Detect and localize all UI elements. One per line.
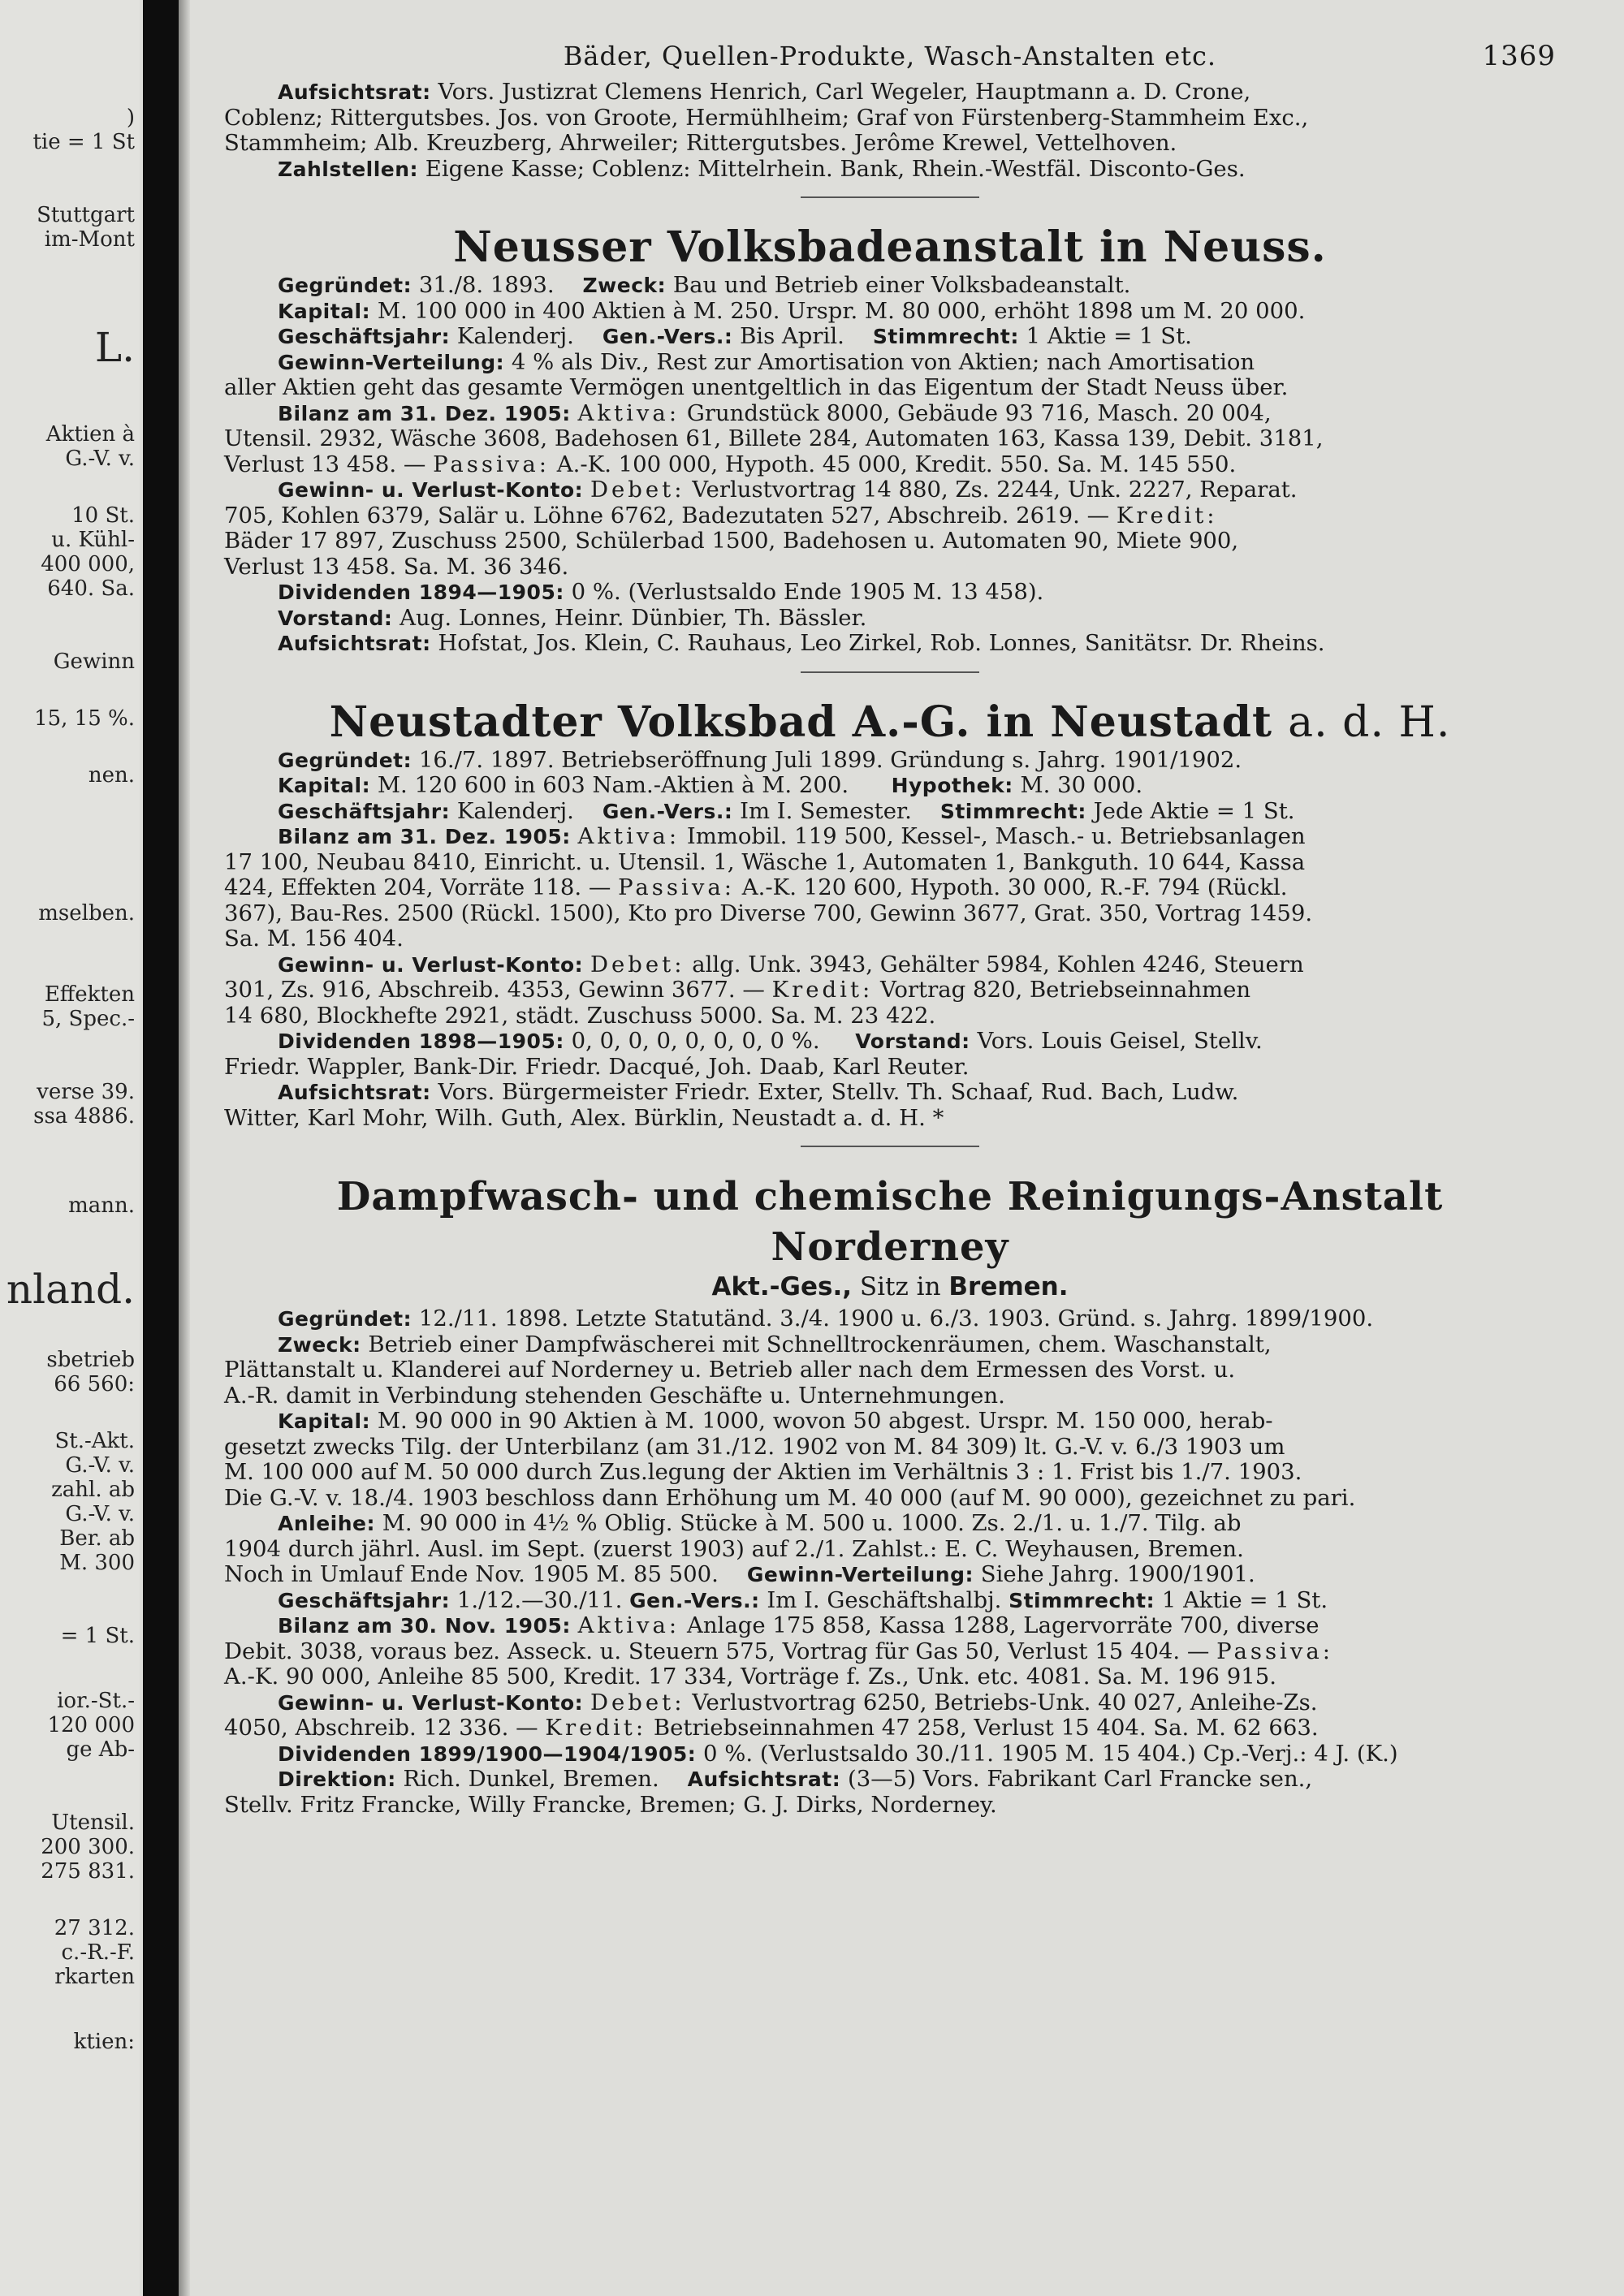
label-gegruendet: Gegründet:	[278, 748, 412, 772]
margin-fragment: 27 312.	[54, 1916, 135, 1940]
label-stimmrecht: Stimmrecht:	[939, 799, 1086, 823]
text: Verlustvortrag 6250, Betriebs-Unk. 40 027, Anleihe-Zs.	[692, 1689, 1318, 1716]
label-genvers: Gen.-Vers.:	[602, 325, 733, 348]
text: Kalenderj.	[456, 323, 574, 349]
text: Vors. Justizrat Clemens Henrich, Carl Wegeler, Hauptmann a. D. Crone,	[438, 79, 1251, 105]
entry-neuss	[224, 222, 1556, 657]
text: gesetzt zwecks Tilg. der Unterbilanz (am 31./12. 1902 von M. 84 309) lt. G.-V. v. 6./3 1903 um	[224, 1433, 1285, 1460]
text: 0 %. (Verlustsaldo 30./11. 1905 M. 15 404.) Cp.-Verj.: 4 J. (K.)	[703, 1740, 1398, 1767]
text: Verlust 13 458. Sa. M. 36 346.	[224, 553, 569, 580]
margin-fragment: 275 831.	[41, 1859, 135, 1884]
text: M. 90 000 in 4½ % Oblig. Stücke à M. 500 u. 1000. Zs. 2./1. u. 1./7. Tilg. ab	[382, 1510, 1242, 1536]
margin-fragment: mselben.	[38, 901, 135, 926]
margin-fragment: rkarten	[54, 1965, 135, 1989]
text: A.-R. damit in Verbindung stehenden Geschäfte u. Unternehmungen.	[224, 1382, 1005, 1409]
text: Coblenz; Rittergutsbes. Jos. von Groote, Hermühlheim; Graf von Fürstenberg-Stammheim Exc.,	[224, 104, 1309, 131]
entry-title-suffix: a. d. H.	[1288, 697, 1451, 747]
label-bilanz: Bilanz am 31. Dez. 1905:	[278, 825, 571, 848]
margin-fragment: = 1 St.	[60, 1624, 135, 1648]
divider	[801, 196, 979, 198]
label-dividenden: Dividenden 1898—1905:	[278, 1029, 564, 1053]
debet-word: Debet:	[590, 951, 685, 978]
debet-word: Debet:	[590, 477, 685, 503]
text: Betriebseinnahmen 47 258, Verlust 15 404. Sa. M. 62 663.	[653, 1715, 1319, 1741]
text: Vortrag 820, Betriebseinnahmen	[880, 977, 1251, 1003]
label-vorstand: Vorstand:	[278, 606, 393, 630]
label-geschaeftsjahr: Geschäftsjahr:	[278, 325, 451, 348]
text: 424, Effekten 204, Vorräte 118. —	[224, 874, 611, 900]
label-kapital: Kapital:	[278, 299, 371, 323]
margin-fragment: L.	[94, 324, 135, 371]
label-dividenden: Dividenden 1899/1900—1904/1905:	[278, 1741, 697, 1766]
text: Bau und Betrieb einer Volksbadeanstalt.	[672, 272, 1131, 298]
label-dividenden: Dividenden 1894—1905:	[278, 580, 564, 604]
entry-title	[224, 697, 1556, 748]
label-stimmrecht: Stimmrecht:	[872, 325, 1019, 348]
text: 0, 0, 0, 0, 0, 0, 0, 0 %.	[571, 1028, 820, 1054]
debet-word: Debet:	[590, 1689, 685, 1716]
margin-fragment: tie = 1 St	[32, 130, 135, 154]
margin-fragment: mann.	[68, 1193, 135, 1218]
text: Sa. M. 156 404.	[224, 926, 404, 952]
text: A.-K. 120 600, Hypoth. 30 000, R.-F. 794 (Rückl.	[741, 874, 1288, 900]
text: Vors. Louis Geisel, Stellv.	[977, 1028, 1263, 1054]
margin-fragment: ge Ab-	[66, 1737, 135, 1762]
label-bilanz: Bilanz am 31. Dez. 1905:	[278, 401, 571, 425]
entry-title: Neusser Volksbadeanstalt in Neuss.	[453, 222, 1327, 272]
margin-fragment: 15, 15 %.	[34, 706, 135, 731]
adjacent-page-fragment	[0, 0, 140, 2296]
aktiva-word: Aktiva:	[577, 399, 680, 426]
label-kapital: Kapital:	[278, 1409, 371, 1433]
text: Eigene Kasse; Coblenz: Mittelrhein. Bank, Rhein.-Westfäl. Disconto-Ges.	[425, 155, 1246, 182]
text: Siehe Jahrg. 1900/1901.	[980, 1561, 1255, 1587]
text: aller Aktien geht das gesamte Vermögen unentgeltlich in das Eigentum der Stadt Neuss über.	[224, 374, 1289, 400]
document-page	[190, 0, 1624, 2296]
label-aufsichtsrat: Aufsichtsrat:	[278, 80, 431, 104]
divider	[801, 1146, 979, 1147]
margin-fragment: 640. Sa.	[47, 576, 135, 601]
text: Rich. Dunkel, Bremen.	[403, 1766, 659, 1792]
margin-fragment: zahl. ab	[51, 1478, 135, 1502]
label-aufsichtsrat: Aufsichtsrat:	[278, 632, 431, 655]
text: 1904 durch jährl. Ausl. im Sept. (zuerst 1903) auf 2./1. Zahlst.: E. C. Weyhausen, Bremen.	[224, 1535, 1244, 1562]
text: M. 100 000 auf M. 50 000 durch Zus.legung der Aktien im Verhältnis 3 : 1. Frist bis 1./7. 1903.	[224, 1459, 1302, 1485]
label-geschaeftsjahr: Geschäftsjahr:	[278, 1588, 451, 1612]
text: Aug. Lonnes, Heinr. Dünbier, Th. Bässler.	[400, 604, 867, 631]
margin-fragment: Stuttgart	[37, 203, 135, 227]
previous-entry-continuation	[224, 80, 1556, 182]
margin-fragment: G.-V. v.	[65, 1453, 135, 1478]
entry-norderney	[224, 1172, 1556, 1818]
margin-fragment: nland.	[6, 1266, 135, 1313]
text: Im I. Semester.	[740, 797, 912, 824]
label-direktion: Direktion:	[278, 1767, 396, 1791]
text: (3—5) Vors. Fabrikant Carl Francke sen.,	[848, 1766, 1313, 1792]
label-aufsichtsrat: Aufsichtsrat:	[687, 1767, 841, 1791]
aktiva-word: Aktiva:	[577, 823, 680, 849]
gutter-shadow	[179, 0, 190, 2296]
label-anleihe: Anleihe:	[278, 1512, 375, 1535]
text: A.-K. 100 000, Hypoth. 45 000, Kredit. 550. Sa. M. 145 550.	[556, 451, 1237, 477]
margin-fragment: G.-V. v.	[65, 447, 135, 471]
text: Jede Aktie = 1 St.	[1093, 797, 1295, 824]
margin-fragment: 400 000,	[41, 552, 135, 576]
text: Bis April.	[740, 323, 844, 349]
text: Stammheim; Alb. Kreuzberg, Ahrweiler; Rittergutsbes. Jerôme Krewel, Vettelhoven.	[224, 130, 1177, 156]
page-number: 1369	[1482, 40, 1556, 72]
text: A.-K. 90 000, Anleihe 85 500, Kredit. 17 334, Vorträge f. Zs., Unk. etc. 4081. Sa. M. 196 915.	[224, 1664, 1277, 1690]
text: 4 % als Div., Rest zur Amortisation von Aktien; nach Amortisation	[511, 348, 1255, 375]
text: Immobil. 119 500, Kessel-, Masch.- u. Betriebsanlagen	[686, 823, 1306, 849]
text: 4050, Abschreib. 12 336. —	[224, 1715, 538, 1741]
margin-fragment: 120 000	[47, 1713, 135, 1737]
label-guv: Gewinn- u. Verlust-Konto:	[278, 1690, 584, 1715]
text: Grundstück 8000, Gebäude 93 716, Masch. 20 004,	[686, 399, 1272, 426]
label-gegruendet: Gegründet:	[278, 1307, 412, 1331]
label-genvers: Gen.-Vers.:	[629, 1588, 760, 1612]
label-gegruendet: Gegründet:	[278, 274, 412, 297]
label-kapital: Kapital:	[278, 774, 371, 797]
text: 301, Zs. 916, Abschreib. 4353, Gewinn 3677. —	[224, 977, 765, 1003]
text: Friedr. Wappler, Bank-Dir. Friedr. Dacqué, Joh. Daab, Karl Reuter.	[224, 1053, 970, 1080]
entry-title-main: Neustadter Volksbad A.-G. in Neustadt	[329, 697, 1273, 747]
text: Noch in Umlauf Ende Nov. 1905 M. 85 500.	[224, 1561, 719, 1587]
text: M. 30 000.	[1020, 772, 1143, 798]
text: Verlust 13 458. —	[224, 451, 426, 477]
text: Debit. 3038, voraus bez. Asseck. u. Steuern 575, Vortrag für Gas 50, Verlust 15 404. —	[224, 1638, 1210, 1664]
label-zahlstellen: Zahlstellen:	[278, 157, 419, 181]
margin-fragment: ior.-St.-	[57, 1689, 135, 1713]
margin-fragment: Gewinn	[53, 650, 135, 674]
margin-fragment: sbetrieb	[46, 1348, 135, 1372]
kredit-word: Kredit:	[545, 1715, 647, 1741]
kredit-word: Kredit:	[1116, 502, 1218, 529]
margin-fragment: 200 300.	[41, 1835, 135, 1859]
text: 16./7. 1897. Betriebseröffnung Juli 1899. Gründung s. Jahrg. 1901/1902.	[418, 746, 1242, 773]
subtitle-legal-form: Akt.-Ges.,	[711, 1272, 852, 1301]
margin-fragment: Effekten	[44, 982, 135, 1007]
margin-fragment: Aktien à	[45, 422, 135, 447]
label-gewinnverteilung: Gewinn-Verteilung:	[278, 350, 505, 374]
margin-fragment: 66 560:	[54, 1372, 135, 1396]
label-genvers: Gen.-Vers.:	[602, 799, 733, 823]
text: Anlage 175 858, Kassa 1288, Lagervorräte 700, diverse	[686, 1612, 1320, 1638]
subtitle-text: Sitz in	[859, 1272, 941, 1301]
label-bilanz: Bilanz am 30. Nov. 1905:	[278, 1614, 571, 1638]
text: 17 100, Neubau 8410, Einricht. u. Utensil. 1, Wäsche 1, Automaten 1, Bankguth. 10 644, Kassa	[224, 848, 1306, 875]
margin-fragment: c.-R.-F.	[61, 1940, 135, 1965]
text: 0 %. (Verlustsaldo Ende 1905 M. 13 458).	[571, 579, 1044, 605]
text: Utensil. 2932, Wäsche 3608, Badehosen 61, Billete 284, Automaten 163, Kassa 139, Debit. 3181,	[224, 425, 1324, 451]
text: 14 680, Blockhefte 2921, städt. Zuschuss 5000. Sa. M. 23 422.	[224, 1002, 936, 1029]
subtitle-city: Bremen.	[948, 1272, 1069, 1301]
running-header	[224, 32, 1556, 80]
text: Die G.-V. v. 18./4. 1903 beschloss dann Erhöhung um M. 40 000 (auf M. 90 000), gezeichnet zu pari.	[224, 1484, 1356, 1511]
label-geschaeftsjahr: Geschäftsjahr:	[278, 799, 451, 823]
margin-fragment: nen.	[88, 763, 135, 788]
margin-fragment: u. Kühl-	[51, 528, 135, 552]
text: Hofstat, Jos. Klein, C. Rauhaus, Leo Zirkel, Rob. Lonnes, Sanitätsr. Dr. Rheins.	[438, 630, 1325, 656]
text: 367), Bau-Res. 2500 (Rückl. 1500), Kto pro Diverse 700, Gewinn 3677, Grat. 350, Vortrag 1459.	[224, 900, 1313, 926]
margin-fragment: 5, Spec.-	[41, 1007, 135, 1031]
label-aufsichtsrat: Aufsichtsrat:	[278, 1081, 431, 1104]
label-guv: Gewinn- u. Verlust-Konto:	[278, 478, 584, 502]
divider	[801, 671, 979, 673]
label-zweck: Zweck:	[278, 1332, 361, 1357]
label-zweck: Zweck:	[582, 274, 667, 297]
text: Betrieb einer Dampfwäscherei mit Schnelltrockenräumen, chem. Waschanstalt,	[368, 1331, 1272, 1357]
text: M. 90 000 in 90 Aktien à M. 1000, wovon 50 abgest. Urspr. M. 150 000, herab-	[377, 1408, 1273, 1434]
text: 12./11. 1898. Letzte Statutänd. 3./4. 1900 u. 6./3. 1903. Gründ. s. Jahrg. 1899/1900.	[418, 1306, 1374, 1331]
margin-fragment: Ber. ab	[59, 1526, 135, 1551]
text: Plättanstalt u. Klanderei auf Norderney u. Betrieb aller nach dem Ermessen des Vorst. u.	[224, 1357, 1236, 1383]
kredit-word: Kredit:	[771, 977, 874, 1003]
entry-title: Dampfwasch- und chemische Reinigungs-Anstalt Norderney	[336, 1174, 1444, 1270]
margin-fragment: Utensil.	[51, 1810, 135, 1835]
text: Vors. Bürgermeister Friedr. Exter, Stellv. Th. Schaaf, Rud. Bach, Ludw.	[438, 1079, 1239, 1105]
label-gewinnverteilung: Gewinn-Verteilung:	[746, 1563, 974, 1586]
page-content	[224, 32, 1556, 1818]
text: 1./12.—30./11.	[456, 1586, 623, 1613]
margin-fragment: ktien:	[73, 2030, 135, 2054]
text: Witter, Karl Mohr, Wilh. Guth, Alex. Bürklin, Neustadt a. d. H. *	[224, 1104, 944, 1131]
margin-fragment: M. 300	[59, 1551, 135, 1575]
text: Stellv. Fritz Francke, Willy Francke, Bremen; G. J. Dirks, Norderney.	[224, 1791, 997, 1818]
label-hypothek: Hypothek:	[891, 774, 1013, 797]
margin-fragment: verse 39.	[37, 1080, 135, 1104]
header-title: Bäder, Quellen-Produkte, Wasch-Anstalten etc.	[563, 41, 1217, 71]
book-gutter	[143, 0, 179, 2296]
text: Kalenderj.	[456, 797, 574, 824]
label-stimmrecht: Stimmrecht:	[1009, 1588, 1155, 1612]
aktiva-word: Aktiva:	[577, 1612, 680, 1638]
text: 705, Kohlen 6379, Salär u. Löhne 6762, Badezutaten 527, Abschreib. 2619. —	[224, 502, 1110, 529]
entry-subtitle	[224, 1272, 1556, 1301]
passiva-word: Passiva:	[433, 451, 551, 477]
margin-fragment: )	[126, 106, 135, 130]
text: 31./8. 1893.	[418, 272, 555, 298]
text: 1 Aktie = 1 St.	[1026, 323, 1192, 349]
text: Verlustvortrag 14 880, Zs. 2244, Unk. 2227, Reparat.	[692, 477, 1298, 503]
margin-fragment: ssa 4886.	[33, 1104, 135, 1129]
entry-neustadt	[224, 697, 1556, 1132]
margin-fragment: G.-V. v.	[65, 1502, 135, 1526]
passiva-word: Passiva:	[618, 874, 736, 900]
text: Im I. Geschäftshalbj.	[767, 1586, 1002, 1613]
passiva-word: Passiva:	[1216, 1638, 1334, 1664]
text: 1 Aktie = 1 St.	[1161, 1586, 1328, 1613]
text: allg. Unk. 3943, Gehälter 5984, Kohlen 4246, Steuern	[692, 951, 1304, 978]
label-guv: Gewinn- u. Verlust-Konto:	[278, 952, 584, 977]
text: M. 120 600 in 603 Nam.-Aktien à M. 200.	[377, 772, 849, 798]
text: Bäder 17 897, Zuschuss 2500, Schülerbad 1500, Badehosen u. Automaten 90, Miete 900,	[224, 528, 1239, 554]
text: M. 100 000 in 400 Aktien à M. 250. Urspr. M. 80 000, erhöht 1898 um M. 20 000.	[377, 297, 1306, 324]
margin-fragment: St.-Akt.	[54, 1429, 135, 1453]
label-vorstand: Vorstand:	[855, 1029, 970, 1053]
margin-fragment: im-Mont	[44, 227, 135, 252]
margin-fragment: 10 St.	[71, 503, 135, 528]
